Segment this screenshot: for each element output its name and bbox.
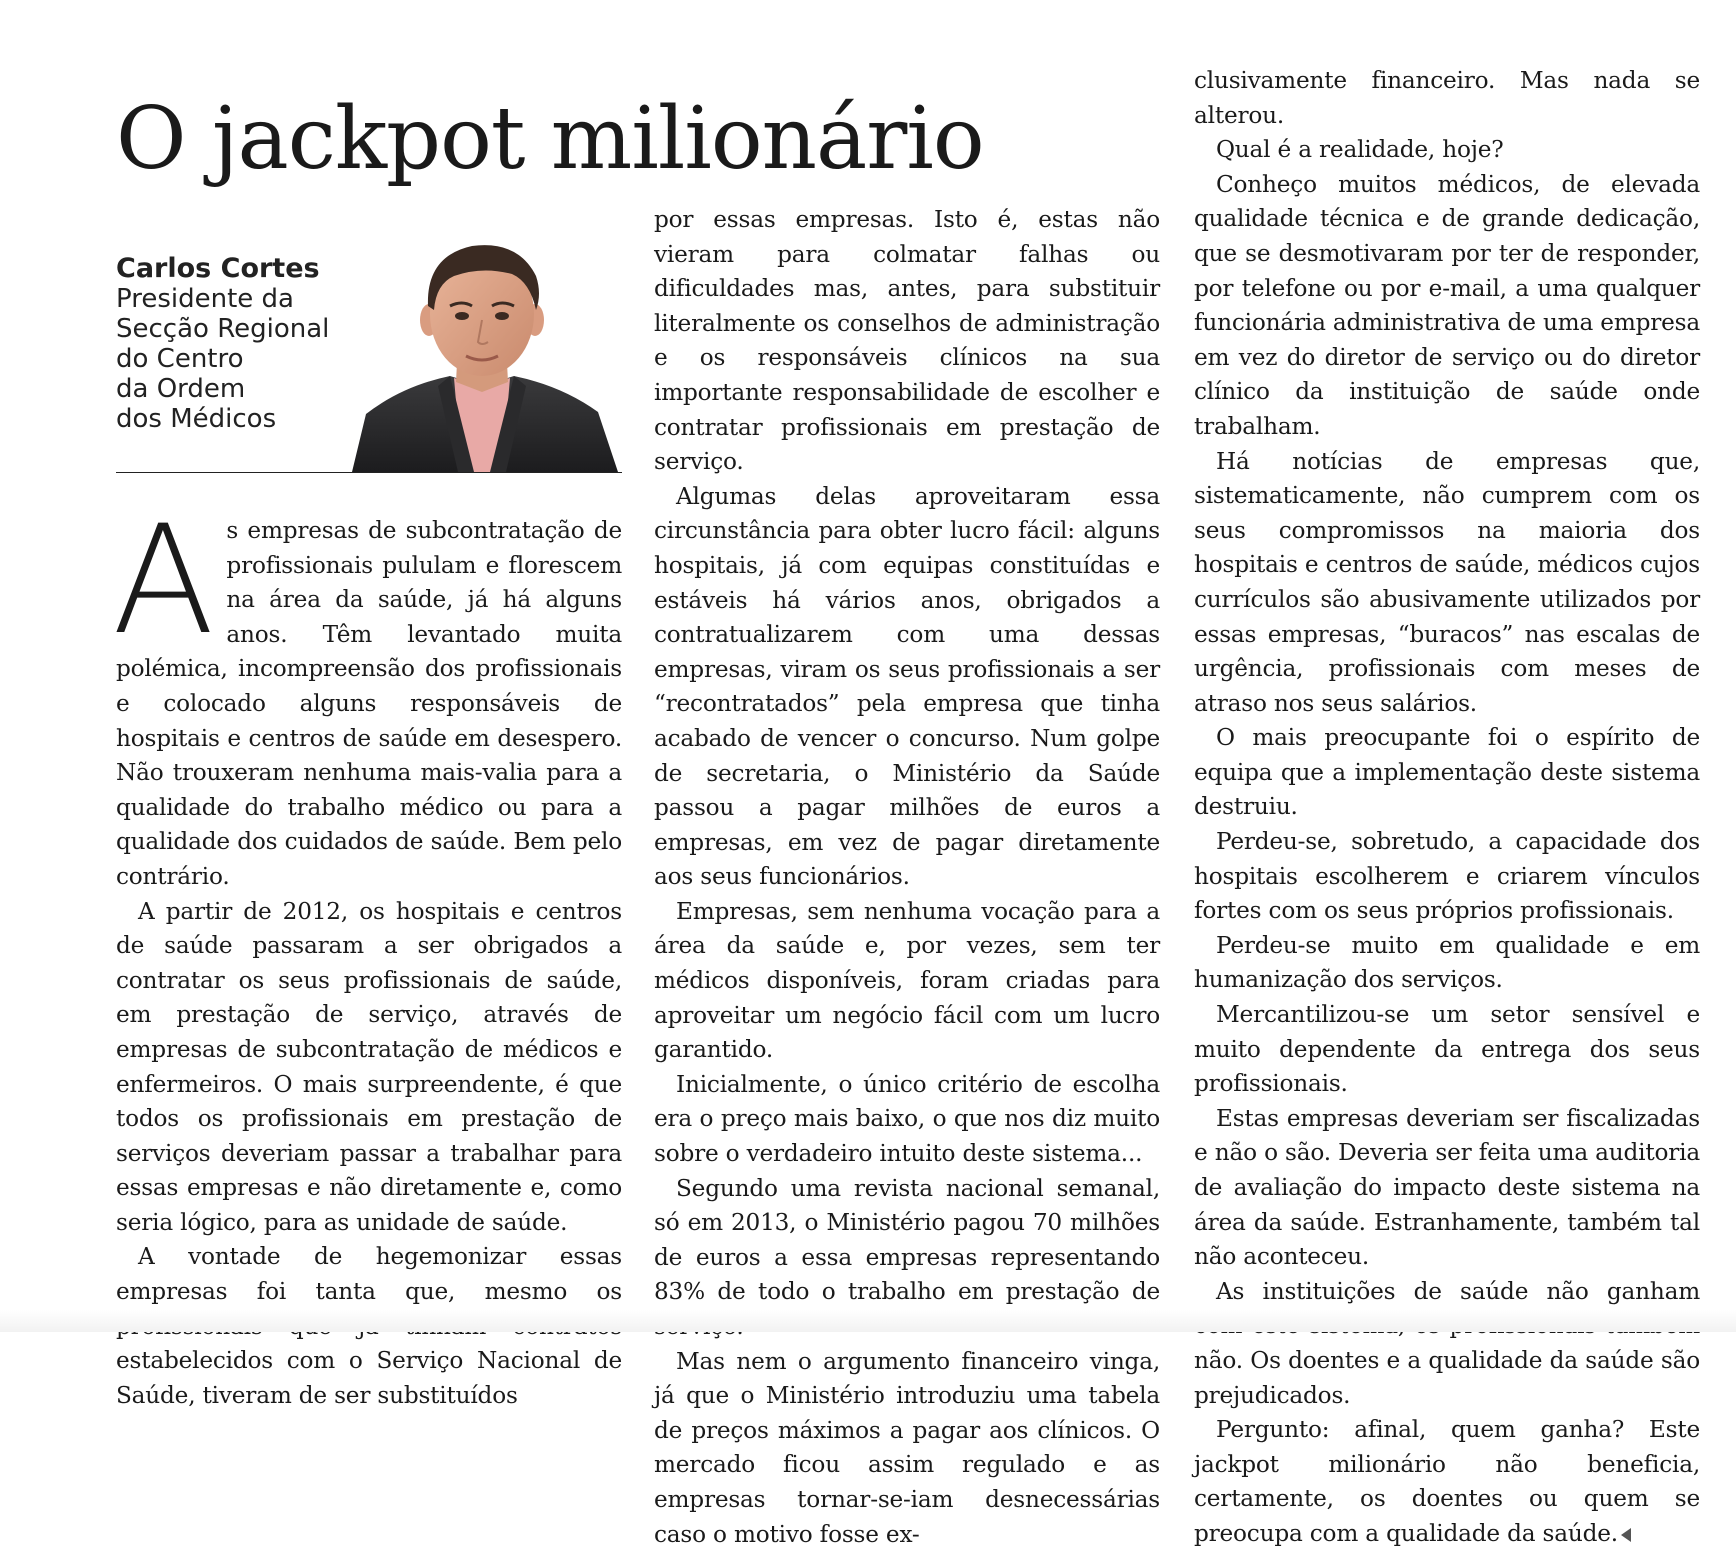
article-paragraph: Segundo uma revista nacional semanal, só em 2013, o Ministério pagou 70 milhões de euros a essa empresas representando 83% de todo o trabalho em prestação de bbox=[654, 1174, 1160, 1306]
article-paragraph: Estas empresas deveriam ser fiscalizadas e não o são. Deveria ser feita uma auditoria de avaliação do impacto deste sistema na área da saúde. Estranhamente, também tal não aconteceu. bbox=[1194, 1104, 1700, 1271]
article-paragraph: Conheço muitos médicos, de elevada qualidade técnica e de grande dedicação, que se desmotivaram por ter de responder, por telefone ou por e-mail, a uma qualquer funcionária administrativa de uma empresa em vez do diretor de serviço ou do diretor clínico da instituição de saúde onde trabalham. bbox=[1194, 170, 1700, 440]
article-paragraph: Inicialmente, o único critério de escolha era o preço mais baixo, o que nos diz muito sobre o verdadeiro intuito deste sistema... bbox=[654, 1070, 1160, 1168]
article-paragraph bbox=[112, 494, 622, 895]
article-paragraph: Empresas, sem nenhuma vocação para a área da saúde e, por vezes, sem ter médicos disponíveis, foram criadas para aproveitar um negócio fácil com um lucro garantido. bbox=[654, 897, 1160, 1064]
article-paragraph: O mais preocupante foi o espírito de equipa que a implementação deste sistema destruiu. bbox=[1194, 724, 1700, 821]
article-paragraph: Perdeu-se muito em qualidade e em humanização dos serviços. bbox=[1194, 931, 1700, 994]
article-paragraph: A partir de 2012, os hospitais e centros de saúde passaram a ser obrigados a contratar os seus profissionais de saúde, em prestação de serviço, através de empresas de subcontratação de médicos e enfermeiros. O mais surpreendente, é que todos os profissionais em prestação de serviços deveriam passar a trabalhar para essas empresas e não diretamente e, como seria lógico, para as unidade de saúde. bbox=[116, 897, 622, 1236]
article-paragraph: Mercantilizou-se um setor sensível e muito dependente da entrega dos seus profissionais. bbox=[1194, 1001, 1700, 1098]
page-bottom-edge bbox=[0, 1310, 1736, 1332]
author-box bbox=[116, 236, 622, 473]
article-paragraph bbox=[1194, 1413, 1700, 1551]
author-role-line: Presidente da bbox=[116, 283, 294, 314]
article-paragraph: Perdeu-se, sobretudo, a capacidade dos hospitais escolherem e criarem vínculos fortes com os seus próprios profissionais. bbox=[1194, 828, 1700, 925]
author-role-line: dos Médicos bbox=[116, 403, 277, 434]
end-of-article-icon bbox=[1621, 1528, 1631, 1542]
article-column-1 bbox=[112, 494, 622, 1413]
paragraph-text: s empresas de subcontratação de profissionais pululam e florescem na área da saúde, já há alguns anos. Têm levantado muita polémica, incompreensão dos profissionais e colocado alguns responsáveis de hospitais e centros de saúde em desespero. Não trouxeram nenhuma mais-valia para a qualidade do trabalho médico ou para a qualidade dos cuidados de saúde. Bem pelo contrário. bbox=[116, 517, 622, 890]
author-role-line: da Ordem bbox=[116, 373, 246, 404]
author-name: Carlos Cortes bbox=[116, 253, 320, 284]
article-paragraph: Qual é a realidade, hoje? bbox=[1216, 136, 1504, 164]
drop-cap: A bbox=[112, 494, 215, 668]
paragraph-text: Pergunto: afinal, quem ganha? Este jackpot milionário não beneficia, certamente, os doentes ou quem se preocupa com a qualidade da saúde. bbox=[1194, 1416, 1700, 1547]
article-column-2 bbox=[654, 203, 1160, 1552]
author-photo bbox=[342, 236, 622, 472]
article-paragraph: Mas nem o argumento financeiro vinga, já que o Ministério introduziu uma tabela de preços máximos a pagar aos clínicos. O mercado ficou assim regulado e as empresas tornar-se-iam desnecessárias caso o motivo fosse ex- bbox=[654, 1347, 1160, 1548]
article-paragraph: clusivamente financeiro. Mas nada se alterou. bbox=[1194, 67, 1700, 129]
article-paragraph: Há notícias de empresas que, sistematicamente, não cumprem com os seus compromissos na maioria dos hospitais e centros de saúde, médicos cujos currículos são abusivamente utilizados por essas empresas, “buracos” nas escalas de urgência, profissionais com meses de atraso nos seus salários. bbox=[1194, 447, 1700, 717]
article-title: O jackpot milionário bbox=[116, 88, 984, 189]
article-paragraph: As instituições de saúde não ganham não. Os doentes e a qualidade da saúde são prejudicados. bbox=[1194, 1277, 1700, 1409]
author-role-line: Secção Regional bbox=[116, 313, 330, 344]
article-paragraph: A vontade de hegemonizar essas empresas foi tanta que, mesmo os estabelecidos com o Serviço Nacional de Saúde, tiveram de ser substituídos bbox=[116, 1243, 622, 1409]
author-role-line: do Centro bbox=[116, 343, 244, 374]
author-info bbox=[116, 254, 329, 434]
article-paragraph: por essas empresas. Isto é, estas não vieram para colmatar falhas ou dificuldades mas, antes, para substituir literalmente os conselhos de administração e os responsáveis clínicos na sua importante responsabilidade de escolher e contratar profissionais em prestação de serviço. bbox=[654, 206, 1160, 476]
article-paragraph: Algumas delas aproveitaram essa circunstância para obter lucro fácil: alguns hospitais, já com equipas constituídas e estáveis há vários anos, obrigados a contratualizarem com uma dessas empresas, viram os seus profissionais a ser “recontratados” pela empresa que tinha acabado de vencer o concurso. Num golpe de secretaria, o Ministério da Saúde passou a pagar milhões de euros a empresas, em vez de pagar diretamente aos seus funcionários. bbox=[654, 482, 1160, 891]
